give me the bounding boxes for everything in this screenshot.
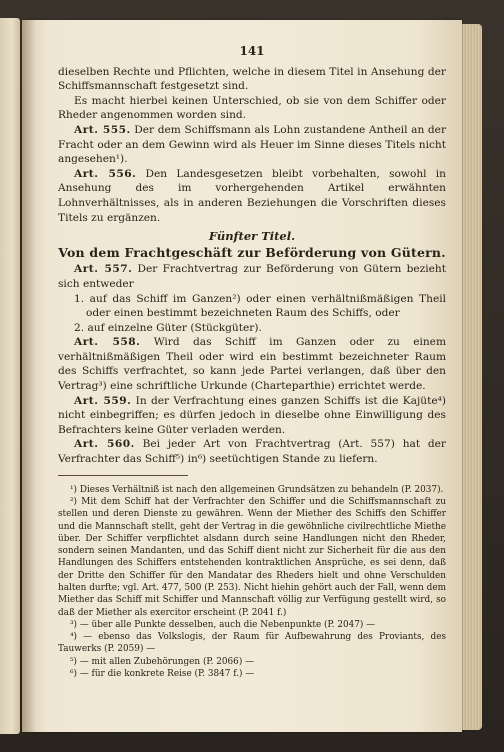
article-555-text: Der dem Schiffsmann als Lohn zustandene Antheil an der Fracht oder an dem Gewinn wird als Heuer im Sinne dieses Titels nicht angesehen¹). <box>58 123 447 166</box>
article-558 <box>58 335 446 393</box>
footnote-2: ²) Mit dem Schiff hat der Verfrachter den Schiffer und die Schiffsmannschaft zu stellen und deren Dienste zu gewähren. Wenn der Miether des Schiffs den Schiffer und die Mannschaft stellt, geht der Vertrag in die gewöhnliche civilrechtliche Miethe über. Der Schiffer verpflichtet alsdann durch seine Handlungen nicht den Rheder, sondern seinen Mandanten, und das Schiff dient nicht zur Sicherheit für die aus den Handlungen des Schiffers entstehenden kontraktlichen Ansprüche, es sei denn, daß der Dritte den Schiffer für den Mandatar des Rheders hielt und ohne Verschulden halten durfte; vgl. Art. 477, 500 (P. 253). Nicht hiehin gehört auch der Fall, wenn dem Miether das Schiff mit Schiffer und Mannschaft völlig zur Verfügung gestellt wird, so daß der Miether als exercitor erscheint (P. 2041 f.) <box>58 496 446 618</box>
section-heading: Von dem Frachtgeschäft zur Beförderung von Gütern. <box>58 244 446 260</box>
footnote-1: ¹) Dieses Verhältniß ist nach den allgemeinen Grundsätzen zu behandeln (P. 2037). <box>70 484 444 495</box>
section-title: Fünfter Titel. <box>208 229 296 244</box>
paragraph-1: dieselben Rechte und Pflichten, welche in diesem Titel in Ansehung der Schiffsmannschaft festgesetzt sind. <box>58 65 446 93</box>
article-559-text: In der Verfrachtung eines ganzen Schiffs ist die Kajüte⁴) nicht einbegriffen; es dürfen jedoch in dieselbe ohne Einwilligung des Befrachters keine Güter verladen werden. <box>58 394 446 436</box>
footnote-4: ⁴) — ebenso das Volkslogis, der Raum für Aufbewahrung des Proviants, des Tauwerks (P. 2059) — <box>58 632 446 655</box>
spine-shadow <box>22 20 36 732</box>
page-text <box>58 44 446 680</box>
footnotes <box>58 484 446 681</box>
page-number: 141 <box>239 44 265 58</box>
article-560-text: Bei jeder Art von Frachtvertrag (Art. 557) hat der Verfrachter das Schiff⁵) in⁶) seetüchtigen Stande zu liefern. <box>58 438 446 466</box>
article-557 <box>58 262 446 291</box>
article-555 <box>58 123 446 167</box>
article-558-text: Wird das Schiff im Ganzen oder zu einem verhältnißmäßigen Theil oder wird ein bestimmt bezeichneter Raum des Schiffs verfrachtet, so kann jede Partei verlangen, daß über den Vertrag³) eine schriftliche Urkunde (Charteparthie) errichtet werde. <box>58 336 446 393</box>
article-557-item-1: 1. auf das Schiff im Ganzen²) oder einen verhältnißmäßigen Theil oder einen bestimmt bezeichneten Raum des Schiffs, oder <box>74 292 446 320</box>
footnote-divider <box>58 475 188 476</box>
footnote-3: ³) — über alle Punkte desselben, auch die Nebenpunkte (P. 2047) — <box>70 619 376 630</box>
article-556 <box>58 167 446 225</box>
footnote-6: ⁶) — für die konkrete Reise (P. 3847 f.) — <box>70 669 255 680</box>
article-560 <box>58 437 446 466</box>
footnote-5: ⁵) — mit allen Zubehörungen (P. 2066) — <box>70 656 254 667</box>
page-block-edges <box>460 24 482 730</box>
facing-page-edge <box>0 18 20 734</box>
article-558-label: Art. 558. <box>74 336 141 349</box>
article-560-label: Art. 560. <box>74 438 135 451</box>
article-556-text: Den Landesgesetzen bleibt vorbehalten, sowohl in Ansehung des im vorhergehenden Artikel erwähnten Lohnverhältnisses, als in anderen Beziehungen die Vorschriften dieses Titels zu ergänzen. <box>58 167 447 224</box>
article-559-label: Art. 559. <box>74 394 132 407</box>
article-559 <box>58 394 446 438</box>
article-557-label: Art. 557. <box>74 263 133 276</box>
paragraph-2: Es macht hierbei keinen Unterschied, ob sie von dem Schiffer oder Rheder angenommen worden sind. <box>58 94 446 122</box>
article-557-text: Der Frachtvertrag zur Beförderung von Gütern bezieht sich entweder <box>58 263 446 290</box>
article-555-label: Art. 555. <box>74 123 131 136</box>
article-556-label: Art. 556. <box>74 167 137 180</box>
article-557-item-2: 2. auf einzelne Güter (Stückgüter). <box>74 321 262 334</box>
